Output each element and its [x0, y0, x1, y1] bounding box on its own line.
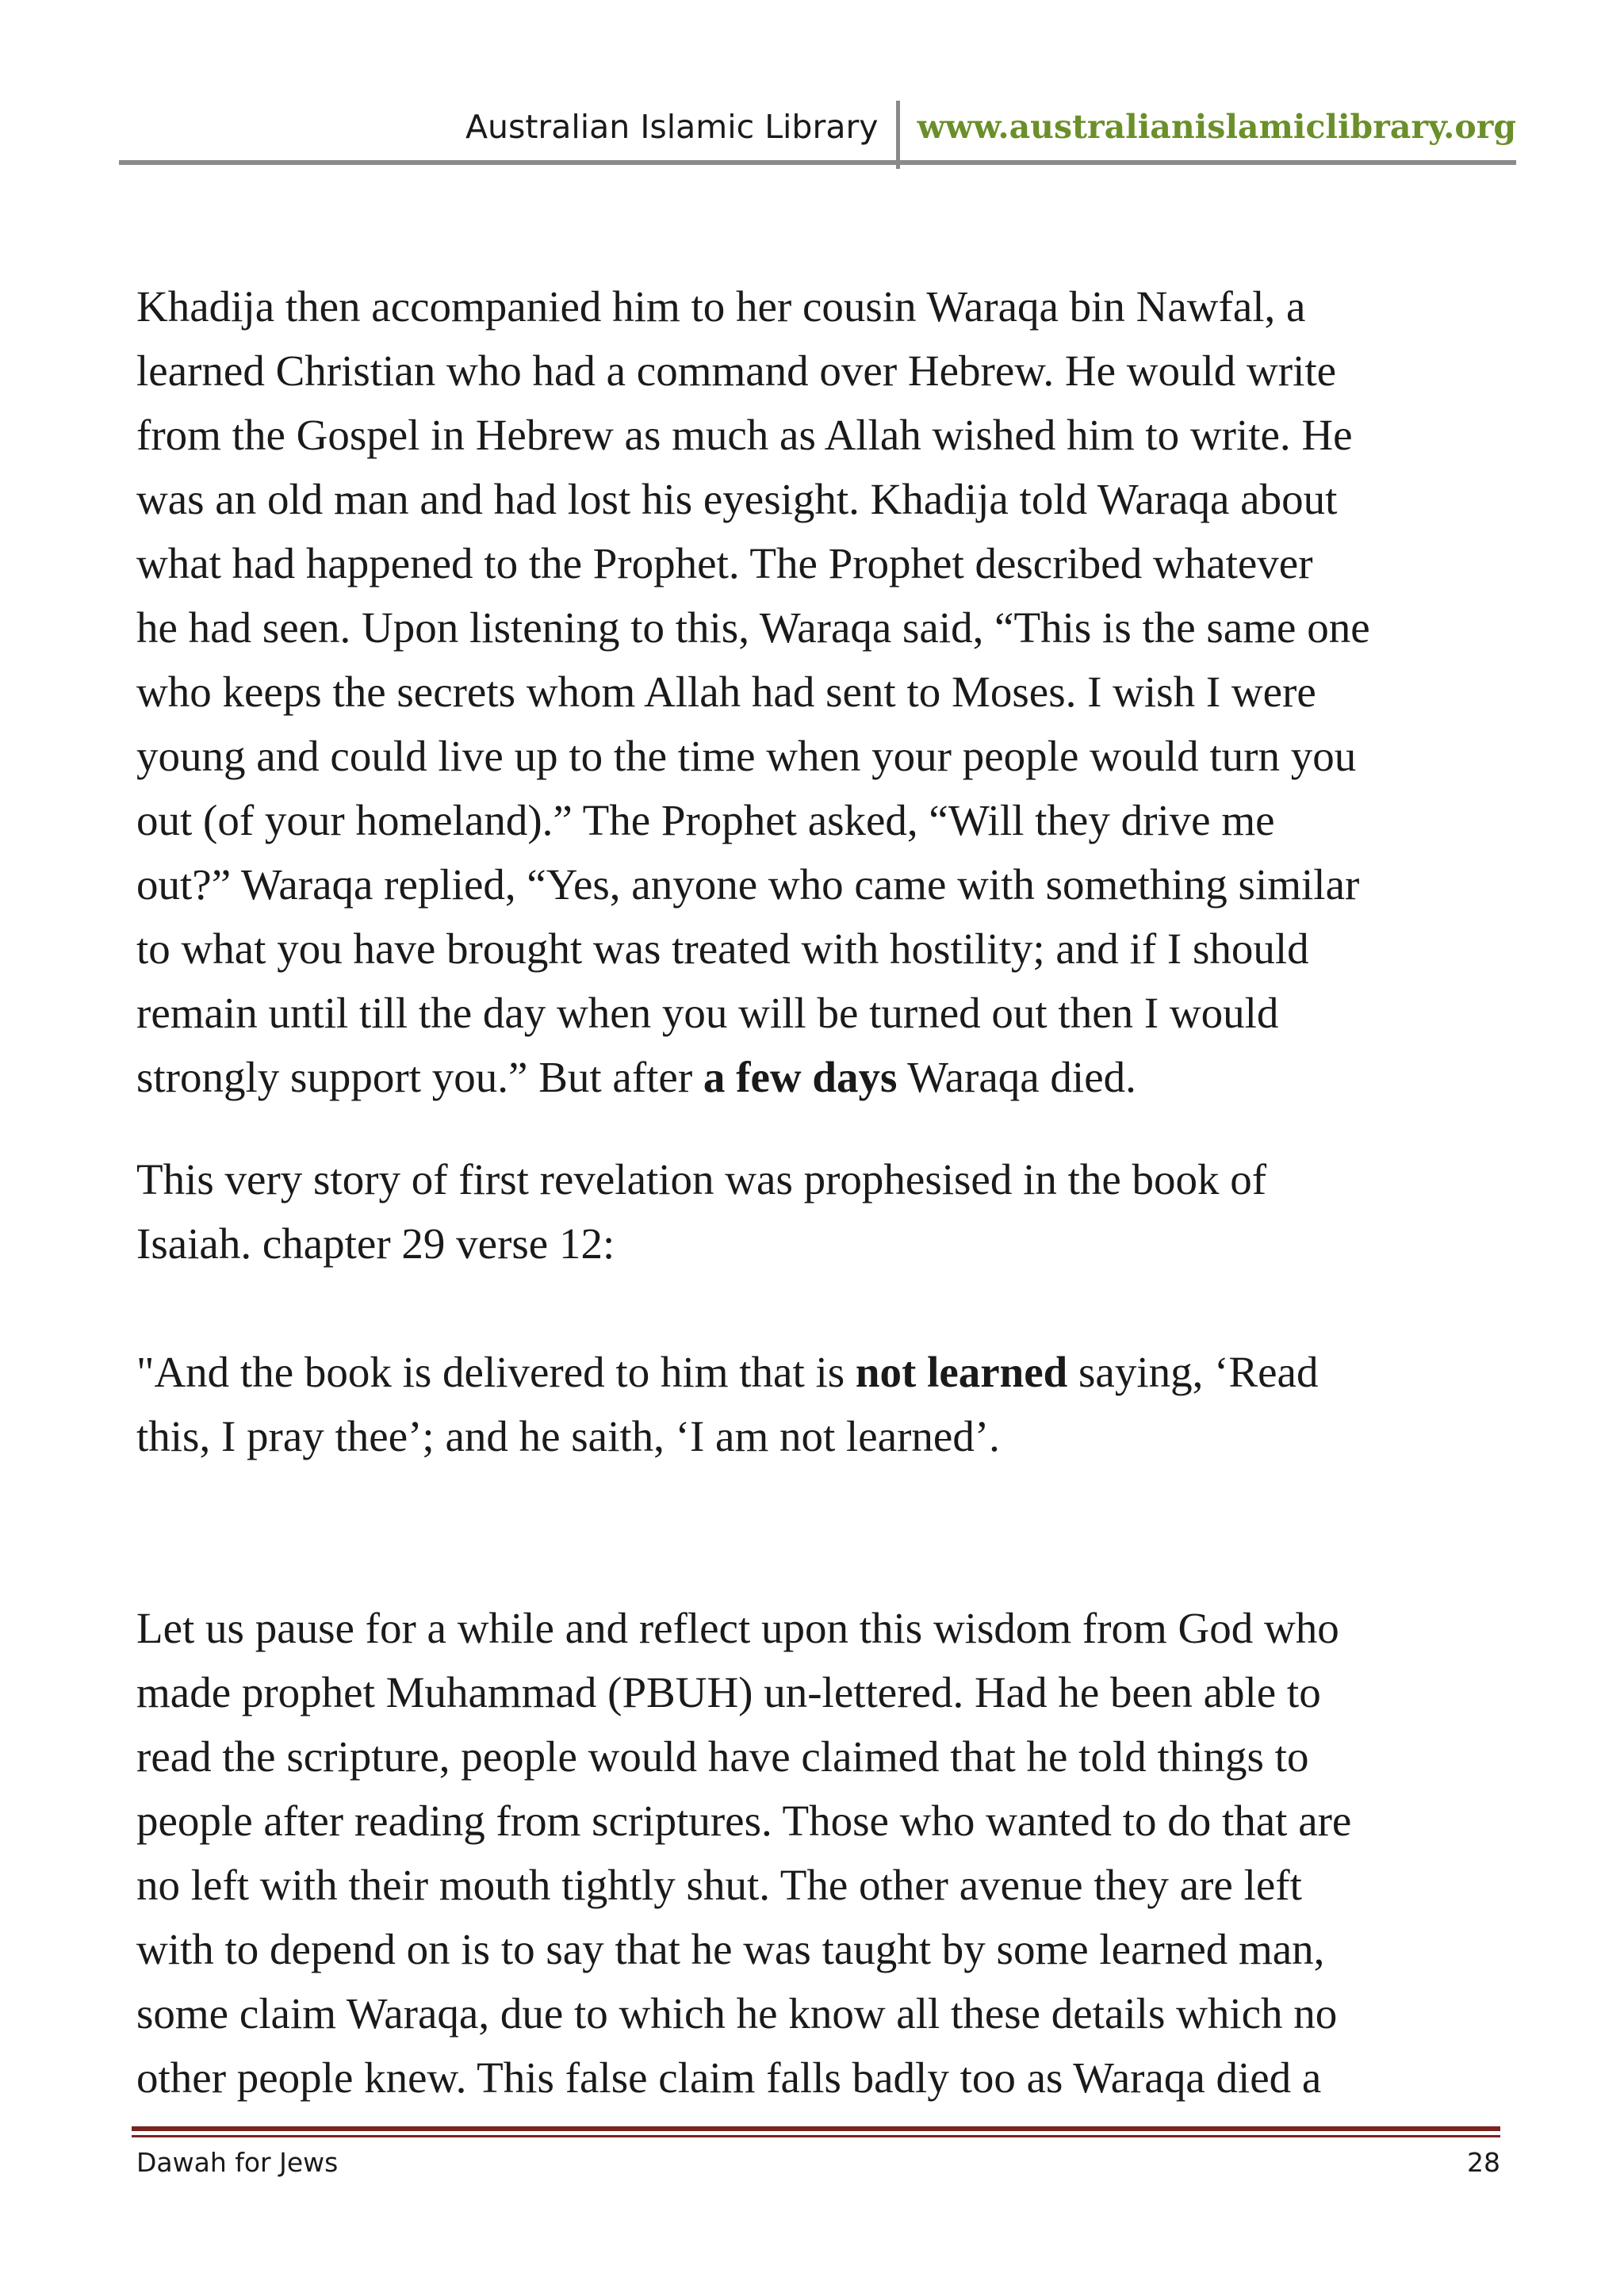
- page-header: [119, 94, 1516, 165]
- footer-document-title: Dawah for Jews: [136, 2147, 339, 2178]
- header-separator: [896, 101, 900, 169]
- header-rule: [119, 160, 1516, 165]
- quote-text: "And the book is delivered to him that is: [136, 1348, 856, 1396]
- quote-text: saying, ‘Read this, I pray thee’; and he saith, ‘I am not learned’.: [136, 1348, 1319, 1460]
- bold-phrase: not learned: [855, 1348, 1068, 1396]
- page-number: 28: [1467, 2147, 1500, 2178]
- paragraph-isaiah-quote: [136, 1340, 1500, 1468]
- paragraph-waraqa: [136, 274, 1500, 1109]
- page-body: [136, 274, 1500, 2110]
- header-url-link[interactable]: www.australianislamiclibrary.org: [917, 108, 1516, 146]
- paragraph-text: Khadija then accompanied him to her cousin Waraqa bin Nawfal, a learned Christian who had a command over Hebrew. He would write from the Gospel in Hebrew as much as Allah wished him to write. He was an old man and had lost his eyesight. Khadija told Waraqa about what had happened to the Prophet. The Prophet described whatever he had seen. Upon listening to this, Waraqa said, “This is the same one who keeps the secrets whom Allah had sent to Moses. I wish I were young and could live up to the time when your people would turn you out (of your homeland).” The Prophet asked, “Will they drive me out?” Waraqa replied, “Yes, anyone who came with something similar to what you have brought was treated with hostility; and if I should remain until till the day when you will be turned out then I would strongly support you.” But after: [136, 282, 1370, 1101]
- paragraph-reflection: Let us pause for a while and reflect upon this wisdom from God who made prophet Muhammad (PBUH) un-lettered. Had he been able to read the scripture, people would have claimed that he told things to people after reading from scriptures. Those who wanted to do that are no left with their mouth tightly shut. The other avenue they are left with to depend on is to say that he was taught by some learned man, some claim Waraqa, due to which he know all these details which no other people knew. This false claim falls badly too as Waraqa died a: [136, 1604, 1352, 2102]
- footer-rule-thin: [132, 2135, 1500, 2137]
- header-library-name: Australian Islamic Library: [465, 108, 879, 146]
- paragraph-isaiah-intro: This very story of first revelation was prophesised in the book of Isaiah. chapter 29 verse 12:: [136, 1155, 1267, 1268]
- page-footer: [136, 2147, 1500, 2187]
- paragraph-text: Waraqa died.: [897, 1053, 1136, 1101]
- header-bar: [465, 105, 1516, 149]
- bold-phrase: a few days: [703, 1053, 898, 1101]
- footer-rule-thick: [132, 2126, 1500, 2131]
